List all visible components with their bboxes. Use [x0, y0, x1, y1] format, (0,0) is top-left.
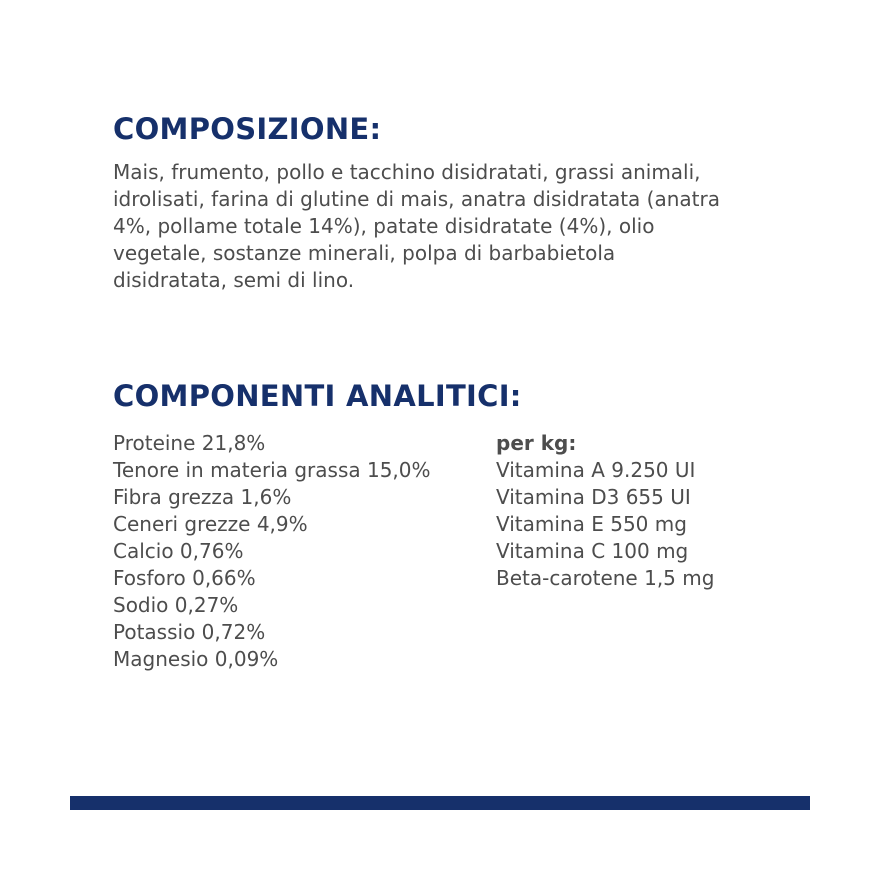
- analytical-item: Calcio 0,76%: [113, 539, 244, 563]
- vitamin-item: Vitamina C 100 mg: [496, 539, 689, 563]
- vitamin-item: Beta-carotene 1,5 mg: [496, 566, 715, 590]
- analytical-item: Proteine 21,8%: [113, 431, 266, 455]
- vitamin-item: Vitamina D3 655 UI: [496, 485, 691, 509]
- composizione-text: Mais, frumento, pollo e tacchino disidratati, grassi animali, idrolisati, farina di glutine di mais, anatra disidratata (anatra 4%, pollame totale 14%), patate disidratate (4%), olio vegetale, sostanze minerali, polpa di barbabietola disidratata, semi di lino.: [113, 160, 720, 292]
- analytical-item: Ceneri grezze 4,9%: [113, 512, 308, 536]
- analytical-components-list: [113, 430, 431, 673]
- analytical-item: Tenore in materia grassa 15,0%: [113, 458, 431, 482]
- per-kg-list: [496, 430, 714, 592]
- analytical-item: Sodio 0,27%: [113, 593, 239, 617]
- analytical-item: Fosforo 0,66%: [113, 566, 256, 590]
- analytical-item: Potassio 0,72%: [113, 620, 266, 644]
- composizione-heading: COMPOSIZIONE:: [113, 112, 382, 146]
- componenti-analitici-heading: COMPONENTI ANALITICI:: [113, 379, 522, 413]
- vitamin-item: Vitamina A 9.250 UI: [496, 458, 696, 482]
- analytical-item: Magnesio 0,09%: [113, 647, 279, 671]
- analytical-item: Fibra grezza 1,6%: [113, 485, 292, 509]
- per-kg-label: per kg:: [496, 431, 577, 455]
- bottom-divider-bar: [70, 796, 810, 810]
- vitamin-item: Vitamina E 550 mg: [496, 512, 687, 536]
